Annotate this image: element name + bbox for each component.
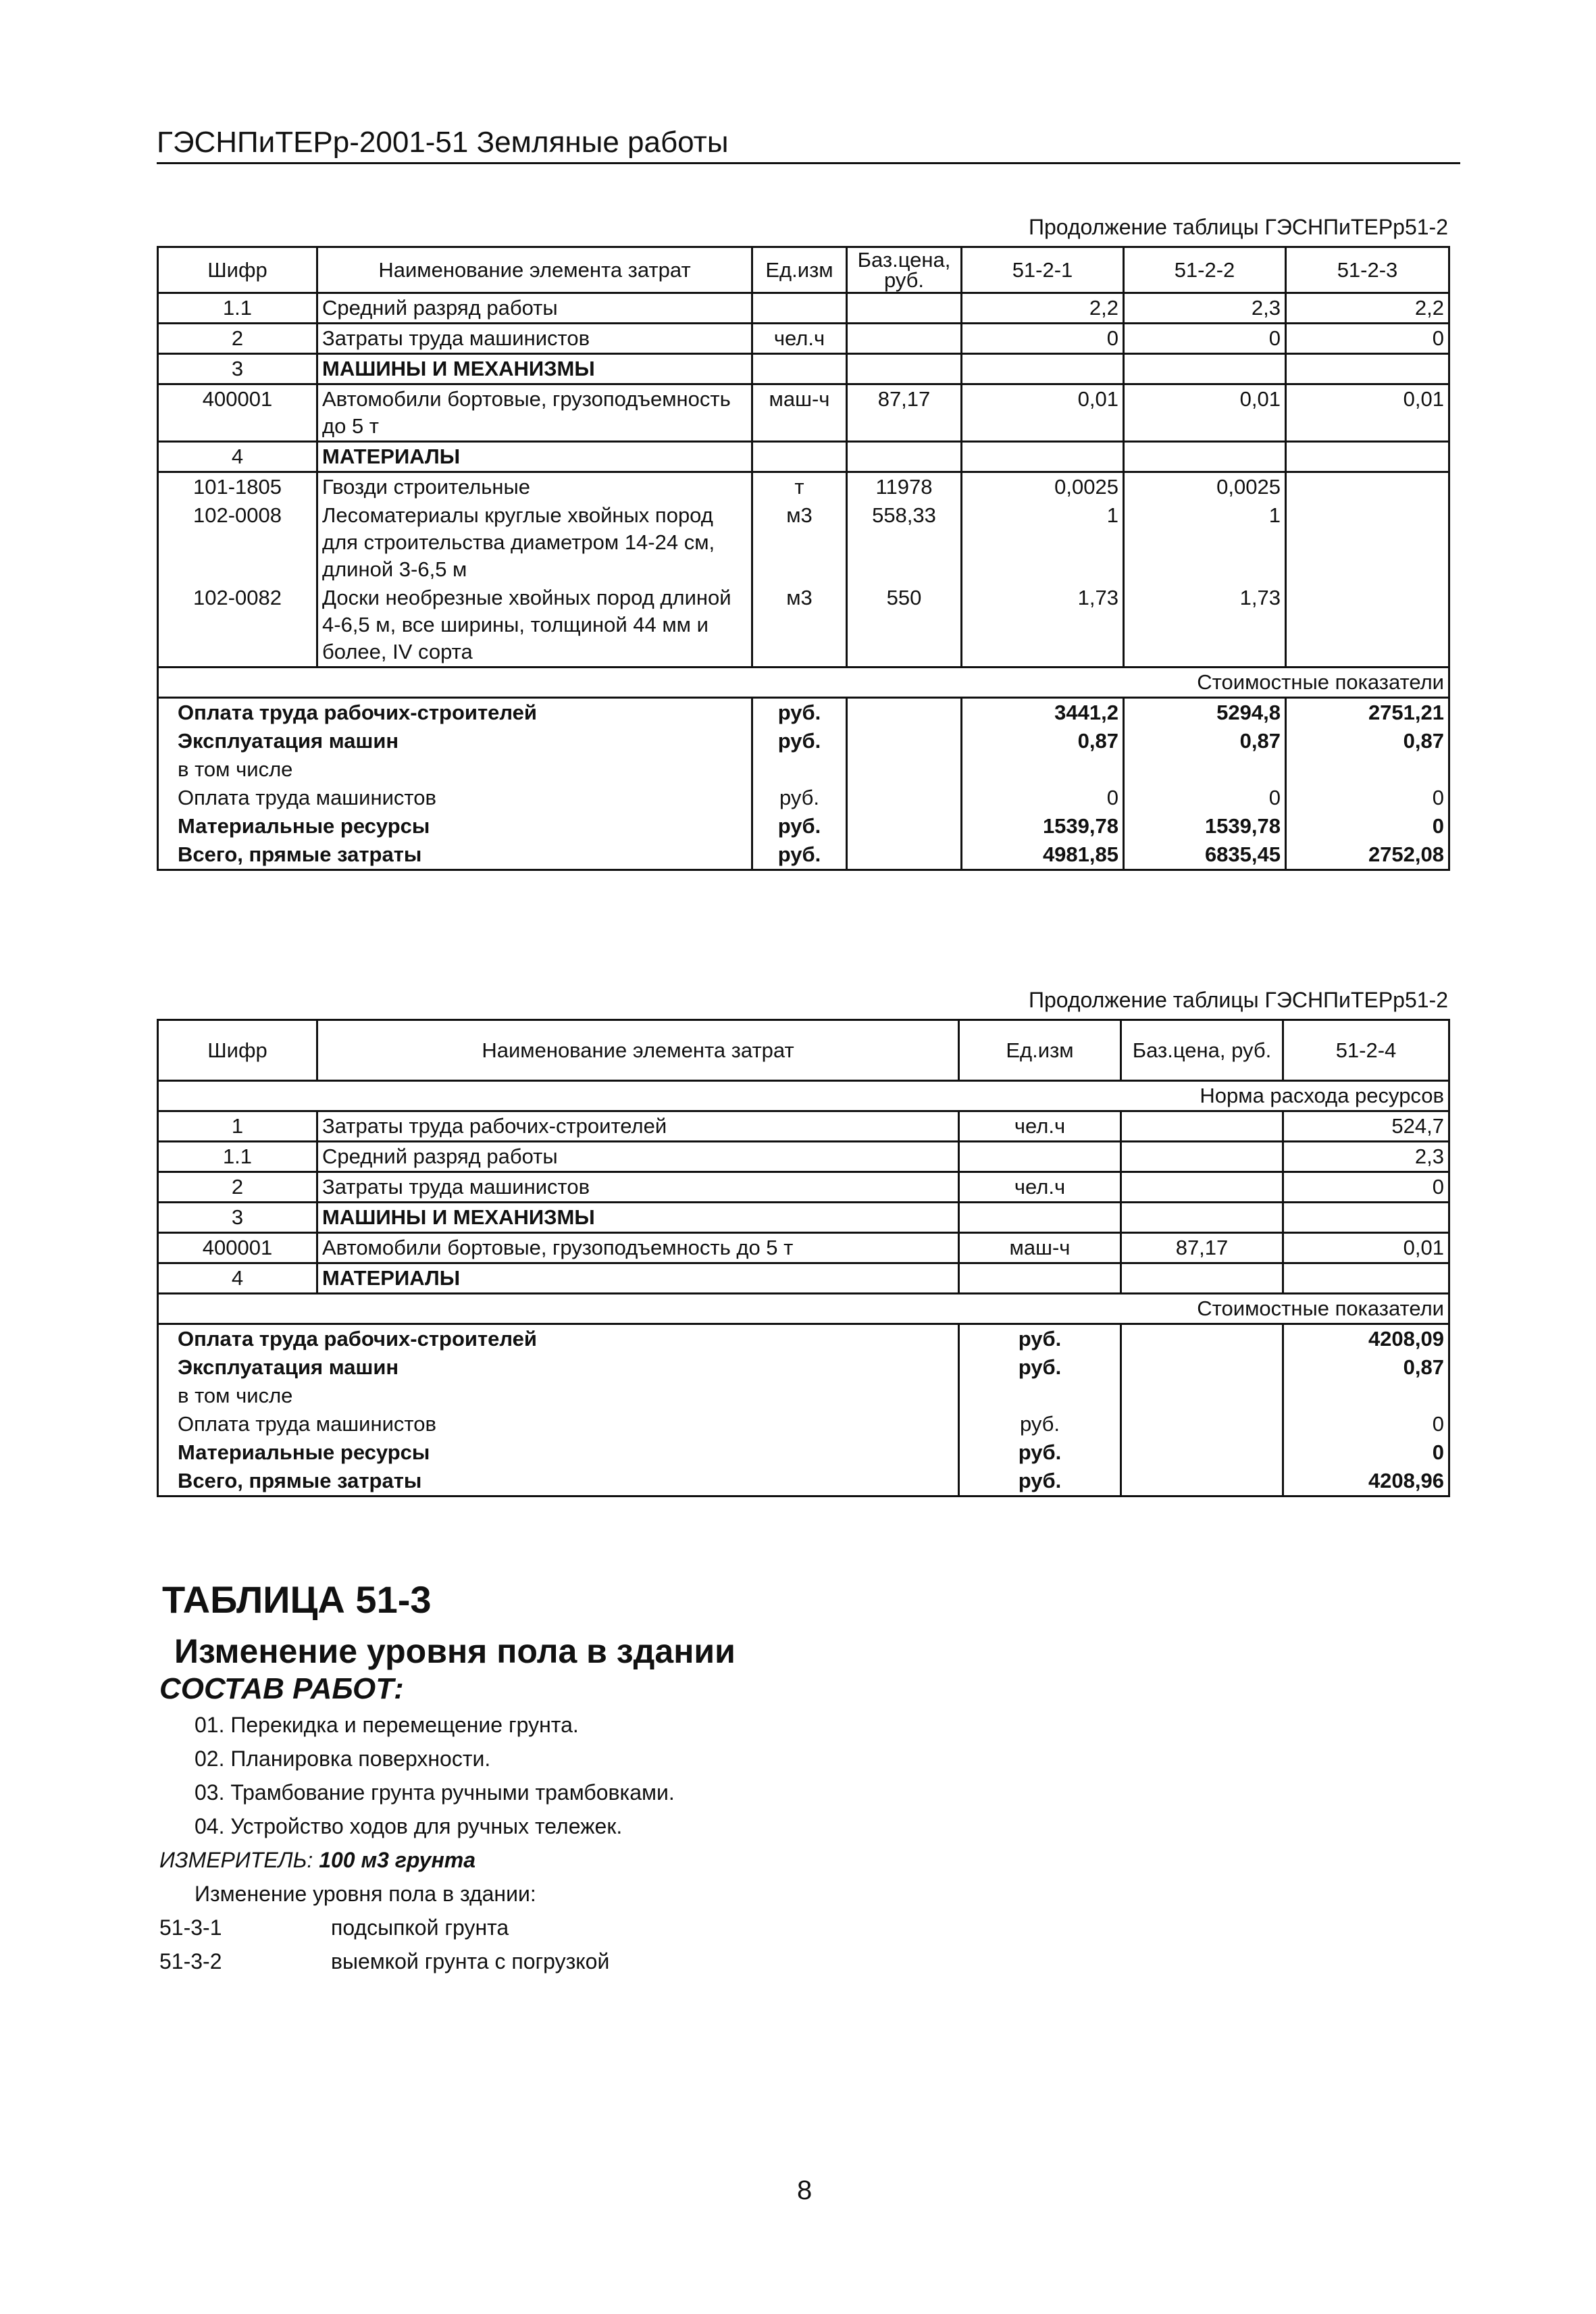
- table-row: [158, 354, 1449, 384]
- cost-row: [158, 698, 1449, 728]
- cell-name: Доски необрезные хвойных пород длиной 4-6,5 м, все ширины, толщиной 44 мм и более, IV сорта: [317, 584, 752, 668]
- cell-name: Средний разряд работы: [317, 293, 752, 324]
- cost-label: Эксплуатация машин: [158, 727, 752, 755]
- cost-unit: руб.: [959, 1324, 1121, 1354]
- table-row: [158, 324, 1449, 354]
- cost-unit: руб.: [752, 812, 847, 840]
- cost-row: [158, 755, 1449, 784]
- header-cell: Баз.цена, руб.: [847, 247, 962, 293]
- header-cell: 51-2-2: [1124, 247, 1286, 293]
- cost-value: 0: [1283, 1410, 1449, 1438]
- cell-name: Автомобили бортовые, грузоподъемность до 5 т: [317, 384, 752, 442]
- cell-code: 4: [158, 442, 317, 472]
- cell-price: [1121, 1172, 1283, 1203]
- cell-name: Затраты труда рабочих-строителей: [317, 1111, 959, 1142]
- work-item: 04. Устройство ходов для ручных тележек.: [195, 1814, 623, 1838]
- cell-unit: чел.ч: [752, 324, 847, 354]
- cell-name: Гвозди строительные: [317, 472, 752, 502]
- cell-value: [1286, 354, 1449, 384]
- cell-unit: т: [752, 472, 847, 502]
- cell-code: 2: [158, 1172, 317, 1203]
- section-title: МАТЕРИАЛЫ: [317, 442, 752, 472]
- cost-value: [1283, 1382, 1449, 1410]
- code-item: [159, 1949, 609, 1983]
- table-row: [158, 472, 1449, 502]
- cell-price: [1121, 1263, 1283, 1294]
- cost-unit: руб.: [959, 1467, 1121, 1496]
- cell-price: 87,17: [1121, 1233, 1283, 1263]
- cost-value: [1286, 755, 1449, 784]
- cost-unit: руб.: [752, 698, 847, 728]
- cost-row: [158, 1410, 1449, 1438]
- header-cell: 51-2-4: [1283, 1020, 1449, 1081]
- cell-unit: чел.ч: [959, 1111, 1121, 1142]
- cell-price: [1121, 1111, 1283, 1142]
- header-cell: Баз.цена, руб.: [1121, 1020, 1283, 1081]
- cost-value: 2752,08: [1286, 840, 1449, 870]
- cost-value: 0,87: [1124, 727, 1286, 755]
- cell-code: 102-0082: [158, 584, 317, 668]
- cost-value: 5294,8: [1124, 698, 1286, 728]
- cost-unit: руб.: [959, 1353, 1121, 1382]
- cell-code: 4: [158, 1263, 317, 1294]
- cell-price: 11978: [847, 472, 962, 502]
- table2-continuation: Продолжение таблицы ГЭСНПиТЕРр51-2: [1028, 988, 1448, 1012]
- cell-price: 550: [847, 584, 962, 668]
- cost-value: 1539,78: [1124, 812, 1286, 840]
- cell-unit: [959, 1203, 1121, 1233]
- cell-value: 2,2: [962, 293, 1124, 324]
- code-name: выемкой грунта с погрузкой: [331, 1949, 610, 1973]
- cost-section-header: Стоимостные показатели: [158, 1294, 1449, 1324]
- cell-value: 2,3: [1124, 293, 1286, 324]
- cost-value: 6835,45: [1124, 840, 1286, 870]
- cell-price: 87,17: [847, 384, 962, 442]
- table-row: [158, 501, 1449, 584]
- cost-value: 0,87: [962, 727, 1124, 755]
- cost-row: [158, 840, 1449, 870]
- resource-table-2: [157, 1019, 1450, 1497]
- cell-unit: [959, 1263, 1121, 1294]
- cost-row: [158, 1353, 1449, 1382]
- cell-unit: м3: [752, 584, 847, 668]
- cell-unit: маш-ч: [752, 384, 847, 442]
- cost-label: Всего, прямые затраты: [158, 840, 752, 870]
- code-number: 51-3-2: [159, 1949, 222, 1973]
- cell-unit: [752, 293, 847, 324]
- header-cell: Ед.изм: [959, 1020, 1121, 1081]
- cell-value: [962, 442, 1124, 472]
- header-cell: 51-2-1: [962, 247, 1124, 293]
- table-row: [158, 1203, 1449, 1233]
- table-51-3-title: ТАБЛИЦА 51-3: [162, 1578, 432, 1621]
- cell-value: [1283, 1203, 1449, 1233]
- work-composition-heading: СОСТАВ РАБОТ:: [159, 1672, 404, 1705]
- code-number: 51-3-1: [159, 1915, 222, 1940]
- code-name: подсыпкой грунта: [331, 1915, 509, 1940]
- cost-value: 0: [962, 784, 1124, 812]
- header-cell: Шифр: [158, 1020, 317, 1081]
- cell-code: 102-0008: [158, 501, 317, 584]
- cost-label: Эксплуатация машин: [158, 1353, 959, 1382]
- cell-value: 0,01: [1124, 384, 1286, 442]
- header-cell: Наименование элемента затрат: [317, 1020, 959, 1081]
- work-item: 03. Трамбование грунта ручными трамбовками.: [195, 1780, 675, 1805]
- code-item: [159, 1915, 609, 1949]
- cost-label: Всего, прямые затраты: [158, 1467, 959, 1496]
- code-list: [159, 1915, 609, 1983]
- cost-unit: руб.: [959, 1410, 1121, 1438]
- cost-row: [158, 1324, 1449, 1354]
- cost-unit: [959, 1382, 1121, 1410]
- cost-value: 0,87: [1283, 1353, 1449, 1382]
- cell-value: [962, 354, 1124, 384]
- cost-value: 0: [1286, 812, 1449, 840]
- cost-value: [962, 755, 1124, 784]
- cell-code: 1.1: [158, 293, 317, 324]
- cell-unit: [959, 1142, 1121, 1172]
- work-item: 01. Перекидка и перемещение грунта.: [195, 1713, 579, 1737]
- cell-value: 2,3: [1283, 1142, 1449, 1172]
- cost-row: [158, 727, 1449, 755]
- cost-unit: руб.: [752, 840, 847, 870]
- cell-unit: маш-ч: [959, 1233, 1121, 1263]
- work-item: 02. Планировка поверхности.: [195, 1746, 491, 1771]
- table-row: [158, 1111, 1449, 1142]
- work-list: [195, 1713, 675, 1848]
- cell-value: 0,01: [962, 384, 1124, 442]
- norm-section-header: Норма расхода ресурсов: [158, 1081, 1449, 1111]
- measurement-value: 100 м3 грунта: [319, 1848, 476, 1872]
- cell-name: Автомобили бортовые, грузоподъемность до 5 т: [317, 1233, 959, 1263]
- cell-name: Затраты труда машинистов: [317, 1172, 959, 1203]
- cell-value: 0,01: [1286, 384, 1449, 442]
- cell-code: 400001: [158, 1233, 317, 1263]
- cell-value: [1286, 501, 1449, 584]
- cost-value: 2751,21: [1286, 698, 1449, 728]
- cost-value: 4981,85: [962, 840, 1124, 870]
- cost-value: 0: [1286, 784, 1449, 812]
- resource-table-1: [157, 246, 1450, 871]
- cell-value: 2,2: [1286, 293, 1449, 324]
- table-row: [158, 293, 1449, 324]
- cell-value: 1,73: [962, 584, 1124, 668]
- table-row: [158, 1172, 1449, 1203]
- section-title: МАШИНЫ И МЕХАНИЗМЫ: [317, 354, 752, 384]
- cell-value: 0: [1124, 324, 1286, 354]
- cell-value: 0,01: [1283, 1233, 1449, 1263]
- cell-value: [1124, 442, 1286, 472]
- cell-value: [1286, 472, 1449, 502]
- table-row: [158, 1142, 1449, 1172]
- measurement-label: ИЗМЕРИТЕЛЬ:: [159, 1848, 313, 1872]
- cell-code: 3: [158, 1203, 317, 1233]
- section-title: МАТЕРИАЛЫ: [317, 1263, 959, 1294]
- cell-price: [847, 354, 962, 384]
- cell-price: [847, 293, 962, 324]
- cell-value: 0,0025: [962, 472, 1124, 502]
- cost-label: Оплата труда машинистов: [158, 1410, 959, 1438]
- cell-value: 0,0025: [1124, 472, 1286, 502]
- cell-price: 558,33: [847, 501, 962, 584]
- cell-value: 524,7: [1283, 1111, 1449, 1142]
- cell-code: 1.1: [158, 1142, 317, 1172]
- cell-unit: чел.ч: [959, 1172, 1121, 1203]
- header-cell: Шифр: [158, 247, 317, 293]
- cost-value: 4208,09: [1283, 1324, 1449, 1354]
- cost-label: Оплата труда рабочих-строителей: [158, 1324, 959, 1354]
- cell-value: [1286, 584, 1449, 668]
- cell-name: Лесоматериалы круглые хвойных пород для строительства диаметром 14-24 см, длиной 3-6,5 м: [317, 501, 752, 584]
- table-row: [158, 584, 1449, 668]
- cell-price: [847, 324, 962, 354]
- cell-code: 400001: [158, 384, 317, 442]
- cell-name: Средний разряд работы: [317, 1142, 959, 1172]
- cost-value: 1539,78: [962, 812, 1124, 840]
- cost-section-header: Стоимостные показатели: [158, 668, 1449, 698]
- table1-continuation: Продолжение таблицы ГЭСНПиТЕРр51-2: [1028, 215, 1448, 239]
- cost-row: [158, 1382, 1449, 1410]
- cost-row: [158, 812, 1449, 840]
- cost-unit: руб.: [752, 784, 847, 812]
- cell-value: 0: [1286, 324, 1449, 354]
- header-cell: Наименование элемента затрат: [317, 247, 752, 293]
- section-title: МАШИНЫ И МЕХАНИЗМЫ: [317, 1203, 959, 1233]
- cost-value: 4208,96: [1283, 1467, 1449, 1496]
- table-row: [158, 442, 1449, 472]
- cell-price: [1121, 1142, 1283, 1172]
- cost-row: [158, 1438, 1449, 1467]
- table-51-3-subtitle: Изменение уровня пола в здании: [174, 1632, 736, 1670]
- cell-value: [1283, 1263, 1449, 1294]
- cost-label: Материальные ресурсы: [158, 812, 752, 840]
- cell-price: [847, 442, 962, 472]
- cost-label: Оплата труда машинистов: [158, 784, 752, 812]
- cell-value: [1124, 354, 1286, 384]
- cell-value: 1: [962, 501, 1124, 584]
- measurement-unit: [159, 1848, 475, 1873]
- cell-unit: [752, 354, 847, 384]
- cell-code: 101-1805: [158, 472, 317, 502]
- cell-price: [1121, 1203, 1283, 1233]
- cost-value: 0: [1283, 1438, 1449, 1467]
- cell-unit: [752, 442, 847, 472]
- document-header: ГЭСНПиТЕРр-2001-51 Земляные работы: [157, 126, 1460, 164]
- header-cell: Ед.изм: [752, 247, 847, 293]
- cost-unit: [752, 755, 847, 784]
- header-cell: 51-2-3: [1286, 247, 1449, 293]
- cost-row: [158, 784, 1449, 812]
- cell-code: 3: [158, 354, 317, 384]
- cost-value: [1124, 755, 1286, 784]
- cell-name: Затраты труда машинистов: [317, 324, 752, 354]
- cell-value: 1,73: [1124, 584, 1286, 668]
- cost-label: Оплата труда рабочих-строителей: [158, 698, 752, 728]
- cost-value: 0,87: [1286, 727, 1449, 755]
- cost-unit: руб.: [752, 727, 847, 755]
- cost-unit: руб.: [959, 1438, 1121, 1467]
- cell-value: 1: [1124, 501, 1286, 584]
- cell-code: 1: [158, 1111, 317, 1142]
- table-row: [158, 1233, 1449, 1263]
- cost-label: в том числе: [158, 1382, 959, 1410]
- cell-unit: м3: [752, 501, 847, 584]
- cell-value: 0: [962, 324, 1124, 354]
- table-row: [158, 384, 1449, 442]
- cell-value: 0: [1283, 1172, 1449, 1203]
- cost-value: 0: [1124, 784, 1286, 812]
- cost-label: Материальные ресурсы: [158, 1438, 959, 1467]
- page-number: 8: [797, 2175, 813, 2205]
- cell-code: 2: [158, 324, 317, 354]
- cost-row: [158, 1467, 1449, 1496]
- cell-value: [1286, 442, 1449, 472]
- table-row: [158, 1263, 1449, 1294]
- cost-label: в том числе: [158, 755, 752, 784]
- change-description: Изменение уровня пола в здании:: [195, 1882, 536, 1906]
- cost-value: 3441,2: [962, 698, 1124, 728]
